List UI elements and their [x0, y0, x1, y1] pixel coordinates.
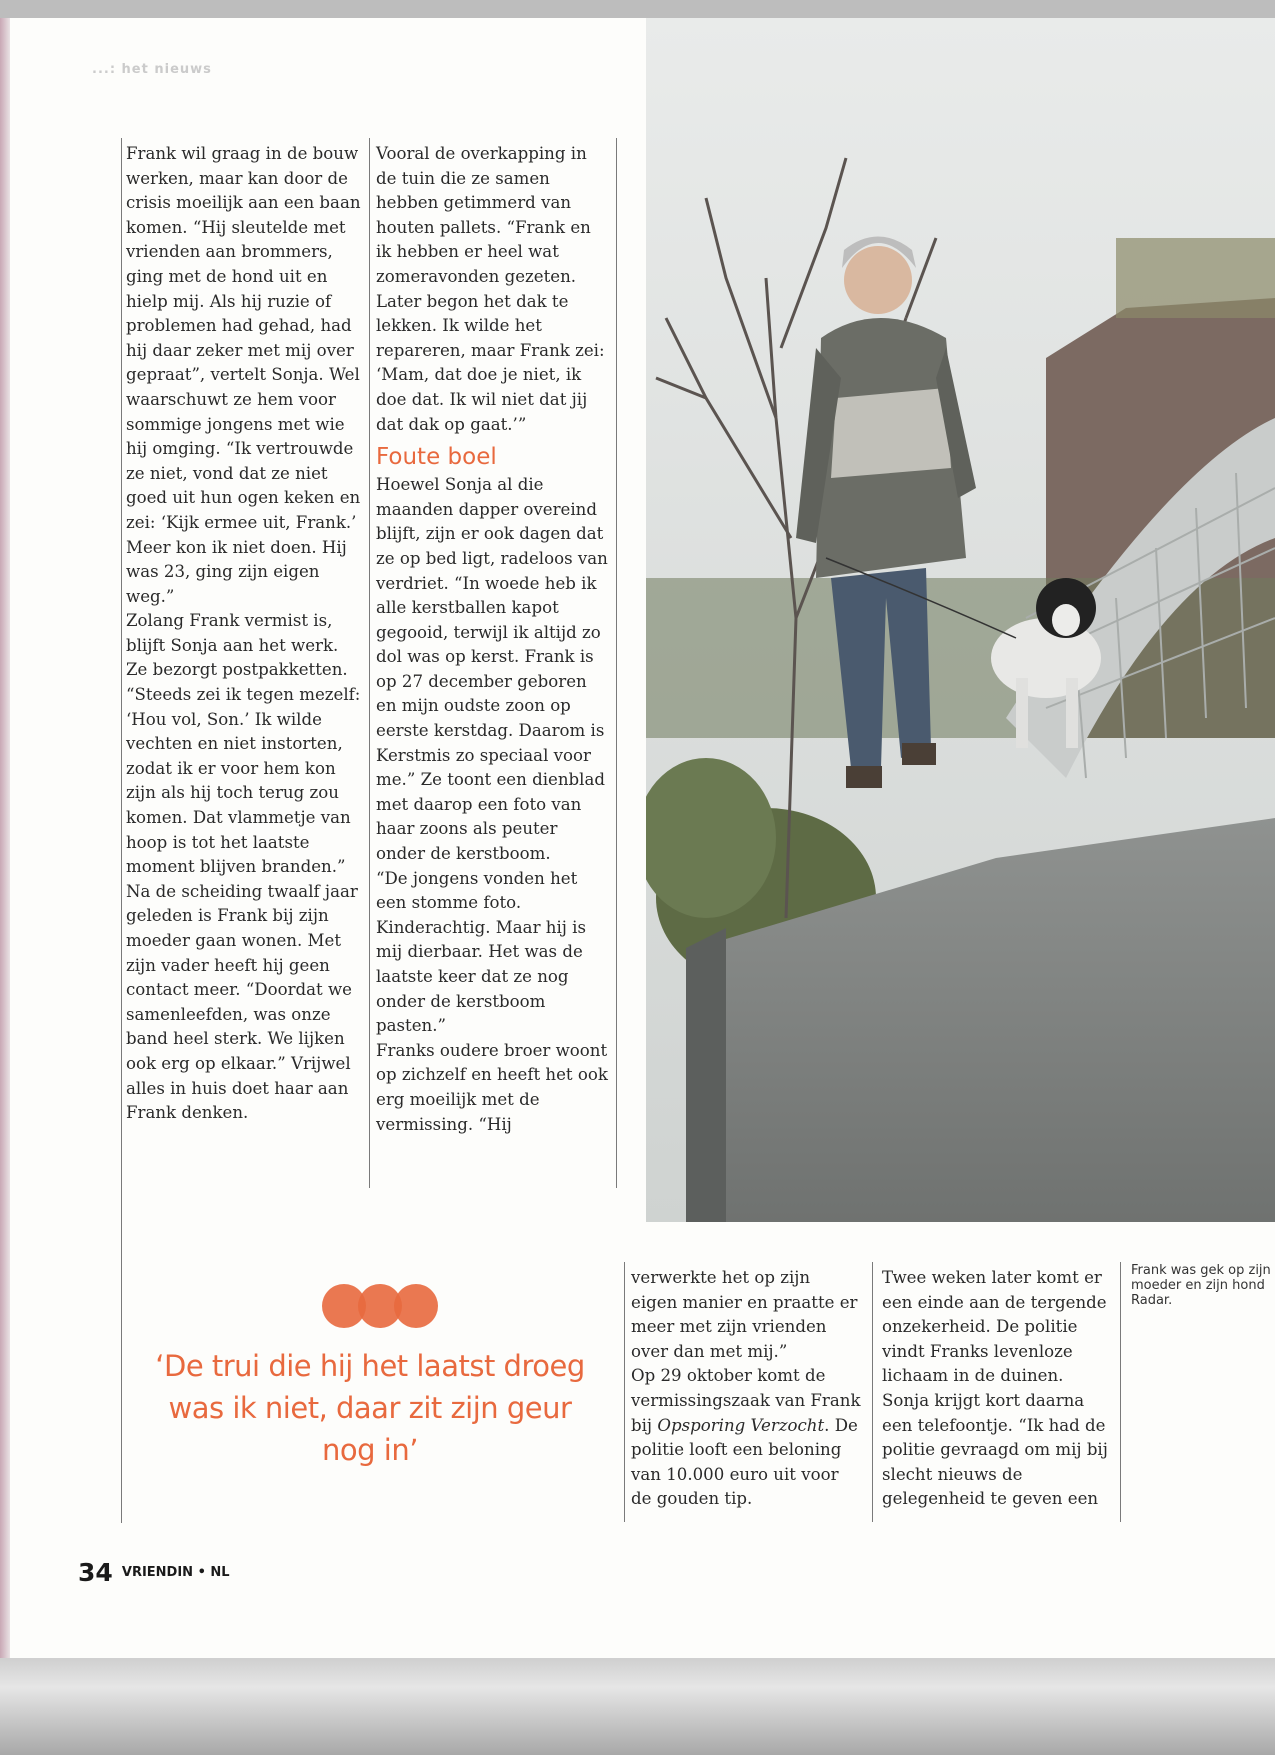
- column-rule: [872, 1262, 873, 1522]
- quote-dots-icon: [320, 1283, 440, 1329]
- photo-woman-walking-dog-on-bridge: [646, 18, 1275, 1222]
- paragraph: Twee weken later komt er een einde aan de tergende onzekerheid. De politie vindt Franks levenloze lichaam in de duinen. Sonja krijgt kort daarna een telefoontje. “Ik had de politie gevraagd om mij bij slecht nieuws de gelegenheid te geven een: [882, 1268, 1108, 1509]
- pull-quote: ‘De trui die hij het laatst droeg was ik niet, daar zit zijn geur nog in’: [155, 1349, 585, 1467]
- paragraph: Na de scheiding twaalf jaar geleden is Frank bij zijn moeder gaan wonen. Met zijn vader heeft hij geen contact meer. “Doordat we samenleefden, was onze band heel sterk. We lijken ook erg op elkaar.” Vrijwel alles in huis doet haar aan Frank denken.: [126, 881, 358, 1123]
- column-rule: [624, 1262, 625, 1522]
- paragraph: Vooral de overkapping in de tuin die ze samen hebben getimmerd van houten pallets. “Frank en ik hebben er heel wat zomeravonden gezeten. Later begon het dak te lekken. Ik wilde het repareren, maar Frank zei: ‘Mam, dat doe je niet, ik doe dat. Ik wil niet dat jij dat dak op gaat.’”: [376, 144, 605, 434]
- article-column-4: [882, 1266, 1112, 1512]
- paragraph: Hoewel Sonja al die maanden dapper overeind blijft, zijn er ook dagen dat ze op bed ligt, radeloos van verdriet. “In woede heb ik alle kerstballen kapot gegooid, terwijl ik altijd zo dol was op kerst. Frank is op 27 december geboren en mijn oudste zoon op eerste kerstdag. Daarom is Kerstmis zo speciaal voor me.” Ze toont een dienblad met daarop een foto van haar zoons als peuter onder de kerstboom.: [376, 475, 608, 864]
- article-column-2: [376, 142, 608, 1137]
- article-column-1: [126, 142, 361, 1126]
- scan-shadow: [0, 1658, 1275, 1755]
- page-footer: [78, 1558, 230, 1587]
- subheading: Foute boel: [376, 444, 497, 471]
- paragraph: Zolang Frank vermist is, blijft Sonja aan het werk. Ze bezorgt postpakketten. “Steeds zei ik tegen mezelf: ‘Hou vol, Son.’ Ik wilde vechten en niet instorten, zodat ik er voor hem kon zijn als hij toch terug zou komen. Dat vlammetje van hoop is tot het laatste moment blijven branden.”: [126, 611, 361, 877]
- tv-show-title: Opsporing Verzocht: [657, 1415, 825, 1435]
- paragraph: Franks oudere broer woont op zichzelf en heeft het ook erg moeilijk met de vermissing. “Hij: [376, 1040, 608, 1134]
- column-rule: [369, 138, 370, 1188]
- page-edge: [0, 18, 10, 1658]
- paragraph: “De jongens vonden het een stomme foto. Kinderachtig. Maar hij is mij dierbaar. Het was de laatste keer dat ze nog onder de kerstboom pasten.”: [376, 868, 587, 1036]
- paragraph: verwerkte het op zijn eigen manier en praatte er meer met zijn vrienden over dan met mij.”: [631, 1268, 858, 1361]
- magazine-name: VRIENDIN • NL: [121, 1565, 230, 1580]
- photo-caption: Frank was gek op zijn moeder en zijn hond Radar.: [1131, 1263, 1271, 1308]
- column-rule: [121, 138, 122, 1523]
- column-rule: [616, 138, 617, 1188]
- article-photo: [646, 18, 1275, 1222]
- page-number: 34: [78, 1558, 113, 1587]
- paragraph: Op 29 oktober komt de vermissingszaak van Frank bij Opsporing Verzocht. De politie looft een beloning van 10.000 euro uit voor de gouden tip.: [631, 1366, 861, 1509]
- article-column-3: [631, 1266, 861, 1512]
- paragraph: Frank wil graag in de bouw werken, maar kan door de crisis moeilijk aan een baan komen. “Hij sleutelde met vrienden aan brommers, ging met de hond uit en hielp mij. Als hij ruzie of problemen had gehad, had hij daar zeker met mij over gepraat”, vertelt Sonja. Wel waarschuwt ze hem voor sommige jongens met wie hij omging. “Ik vertrouwde ze niet, vond dat ze niet goed uit hun ogen keken en zei: ‘Kijk ermee uit, Frank.’ Meer kon ik niet doen. Hij was 23, ging zijn eigen weg.”: [126, 144, 361, 606]
- column-rule: [1120, 1262, 1121, 1522]
- running-header: ...: het nieuws: [92, 62, 212, 77]
